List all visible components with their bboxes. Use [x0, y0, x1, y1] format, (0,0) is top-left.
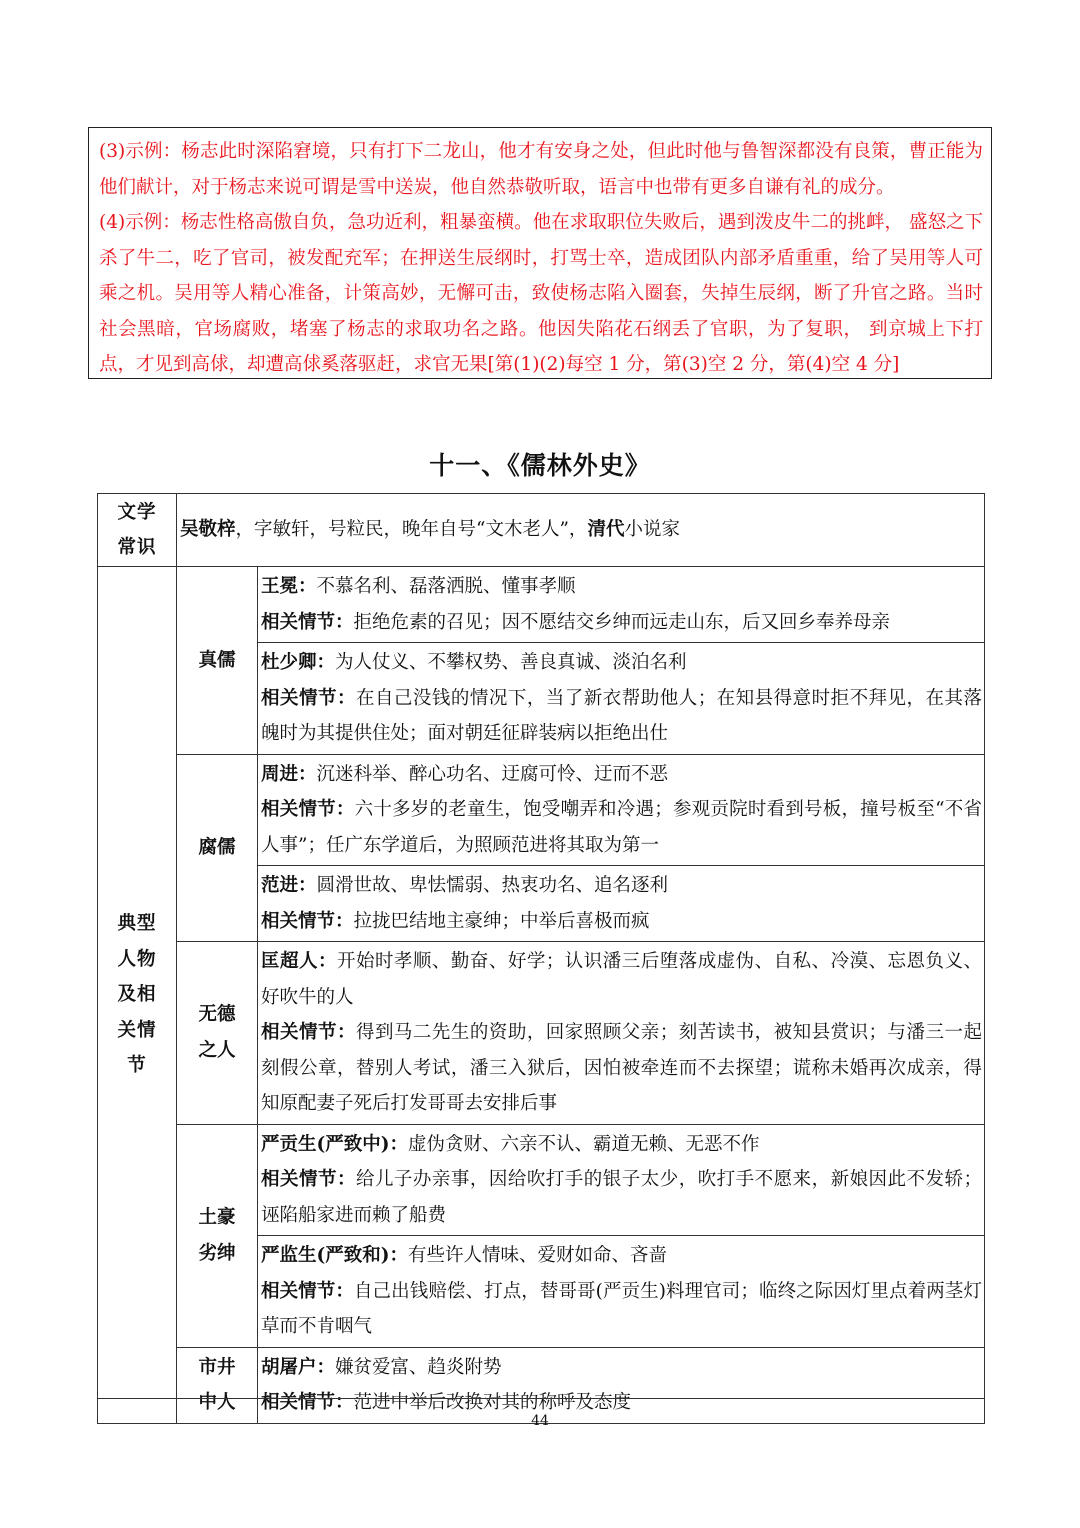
- character-traits: 开始时孝顺、勤奋、好学；认识潘三后堕落成虚伪、自私、冷漠、忘恩负义、好吹牛的人: [261, 951, 982, 1008]
- character-name: 匡超人: [261, 951, 318, 972]
- character-name: 杜少卿: [261, 652, 317, 673]
- table-row: [98, 1124, 985, 1236]
- category-label: 腐儒: [177, 754, 258, 942]
- plot-label: 相关情节: [261, 1169, 337, 1190]
- category-label: 市井中人: [177, 1347, 258, 1423]
- plot-label: 相关情节: [261, 910, 336, 932]
- character-entry: 胡屠户：嫌贫爱富、趋炎附势 相关情节：范进中举后改换对其的称呼及态度: [258, 1347, 985, 1423]
- plot-text: 范进中举后改换对其的称呼及态度: [353, 1392, 632, 1413]
- plot-label: 相关情节: [261, 1280, 336, 1302]
- literary-knowledge-label: 文学常识: [98, 494, 177, 567]
- character-traits: 圆滑世故、卑怯懦弱、热衷功名、追名逐利: [316, 875, 669, 896]
- plot-text: 得到马二先生的资助，回家照顾父亲；刻苦读书，被知县赏识；与潘三一起刻假公章，替别人考试，潘三入狱后，因怕被牵连而不去探望；谎称未婚再次成亲，得知原配妻子死后打发哥哥去安排后事: [261, 1022, 982, 1114]
- plot-text: 六十多岁的老童生，饱受嘲弄和冷遇；参观贡院时看到号板，撞号板至“不省人事”；任广东学道后，为照顾范进将其取为第一: [261, 799, 982, 856]
- character-entry: 严监生(严致和)：有些许人情味、爱财如命、吝啬 相关情节：自己出钱赔偿、打点，替哥哥(严贡生)料理官司；临终之际因灯里点着两茎灯草而不肯咽气: [258, 1236, 985, 1348]
- character-name: 胡屠户: [261, 1356, 317, 1378]
- character-entry: 严贡生(严致中)：虚伪贪财、六亲不认、霸道无赖、无恶不作 相关情节：给儿子办亲事，因给吹打手的银子太少，吹打手不愿来，新娘因此不发轿；诬陷船家进而赖了船费: [258, 1124, 985, 1236]
- category-label: 无德之人: [177, 942, 258, 1125]
- character-name: 周进: [261, 763, 299, 785]
- character-name: 严监生(严致和): [261, 1245, 390, 1266]
- author-info: ，字敏轩，号粒民，晚年自号“文木老人”，: [235, 519, 588, 541]
- plot-label: 相关情节: [261, 799, 336, 820]
- section-title: 十一、《儒林外史》: [429, 451, 651, 480]
- literary-knowledge-text: [177, 494, 985, 567]
- plot-label: 相关情节: [261, 1392, 336, 1413]
- character-traits: 为人仗义、不攀权势、善良真诚、淡泊名利: [335, 652, 687, 673]
- character-name: 严贡生(严致中): [261, 1133, 390, 1155]
- plot-label: 相关情节: [261, 611, 336, 633]
- plot-text: 给儿子办亲事，因给吹打手的银子太少，吹打手不愿来，新娘因此不发轿；诬陷船家进而赖了船费: [261, 1169, 982, 1226]
- author-role: 小说家: [624, 519, 680, 541]
- table-row: [98, 754, 985, 866]
- plot-label: 相关情节: [261, 687, 337, 709]
- author-name: 吴敬梓: [180, 519, 236, 541]
- plot-text: 拉拢巴结地主豪绅；中举后喜极而疯: [353, 910, 650, 932]
- plot-text: 自己出钱赔偿、打点，替哥哥(严贡生)料理官司；临终之际因灯里点着两茎灯草而不肯咽气: [261, 1280, 982, 1337]
- table-row: [98, 942, 985, 1125]
- plot-text: 拒绝危素的召见；因不愿结交乡绅而远走山东，后又回乡奉养母亲: [353, 611, 891, 633]
- character-entry: 杜少卿：为人仗义、不攀权势、善良真诚、淡泊名利 相关情节：在自己没钱的情况下，当了新衣帮助他人；在知县得意时拒不拜见，在其落魄时为其提供住处；面对朝廷征辟装病以拒绝出仕: [258, 643, 985, 755]
- page-number: 44: [531, 1413, 549, 1429]
- character-traits: 嫌贫爱富、趋炎附势: [335, 1356, 502, 1378]
- character-traits: 有些许人情味、爱财如命、吝啬: [408, 1245, 668, 1266]
- footer-divider: [97, 1398, 984, 1399]
- table-row: [98, 567, 985, 643]
- plot-label: 相关情节: [261, 1022, 337, 1043]
- character-traits: 沉迷科举、醉心功名、迂腐可怜、迂而不恶: [316, 763, 669, 785]
- character-name: 王冕: [261, 576, 299, 597]
- plot-text: 在自己没钱的情况下，当了新衣帮助他人；在知县得意时拒不拜见，在其落魄时为其提供住处；面对朝廷征辟装病以拒绝出仕: [261, 687, 982, 744]
- book-summary-table: [97, 493, 985, 1424]
- literary-knowledge-row: [98, 494, 985, 567]
- character-traits: 虚伪贪财、六亲不认、霸道无赖、无恶不作: [408, 1133, 760, 1155]
- characters-label: 典型人物及相关情节: [98, 567, 177, 1424]
- character-name: 范进: [261, 875, 299, 896]
- dynasty: 清代: [587, 519, 625, 541]
- character-entry: 匡超人：开始时孝顺、勤奋、好学；认识潘三后堕落成虚伪、自私、冷漠、忘恩负义、好吹牛的人 相关情节：得到马二先生的资助，回家照顾父亲；刻苦读书，被知县赏识；与潘三一起刻假公章，替别人考试，潘三入狱后，因怕被牵连而不去探望；谎称未婚再次成亲，得知原配妻子死后打发哥哥去安排后事: [258, 942, 985, 1125]
- character-traits: 不慕名利、磊落洒脱、懂事孝顺: [316, 576, 576, 597]
- character-entry: 王冕：不慕名利、磊落洒脱、懂事孝顺 相关情节：拒绝危素的召见；因不愿结交乡绅而远走山东，后又回乡奉养母亲: [258, 567, 985, 643]
- table-row: [98, 1347, 985, 1423]
- category-label: 土豪劣绅: [177, 1124, 258, 1347]
- character-entry: 周进：沉迷科举、醉心功名、迂腐可怜、迂而不恶 相关情节：六十多岁的老童生，饱受嘲弄和冷遇；参观贡院时看到号板，撞号板至“不省人事”；任广东学道后，为照顾范进将其取为第一: [258, 754, 985, 866]
- character-entry: 范进：圆滑世故、卑怯懦弱、热衷功名、追名逐利 相关情节：拉拢巴结地主豪绅；中举后喜极而疯: [258, 866, 985, 942]
- answer-item-3: (3)示例：杨志此时深陷窘境，只有打下二龙山，他才有安身之处，但此时他与鲁智深都没有良策，曹正能为他们献计，对于杨志来说可谓是雪中送炭，他自然恭敬听取，语言中也带有更多自谦有礼的成分。: [99, 141, 983, 198]
- answer-item-4: (4)示例：杨志性格高傲自负，急功近利，粗暴蛮横。他在求取职位失败后，遇到泼皮牛二的挑衅， 盛怒之下杀了牛二，吃了官司，被发配充军；在押送生辰纲时，打骂士卒，造成团队内部矛盾重重，给了吴用等人可乘之机。吴用等人精心准备，计策高妙，无懈可击，致使杨志陷入圈套，失掉生辰纲，断了升官之路。当时社会黑暗，官场腐败，堵塞了杨志的求取功名之路。他因失陷花石纲丢了官职，为了复职， 到京城上下打点，才见到高俅，却遭高俅奚落驱赶，求官无果[第(1)(2)每空 1 分，第(3)空 2 分，第(4)空 4 分]: [99, 212, 983, 375]
- category-label: 真儒: [177, 567, 258, 755]
- answer-box: [88, 127, 992, 379]
